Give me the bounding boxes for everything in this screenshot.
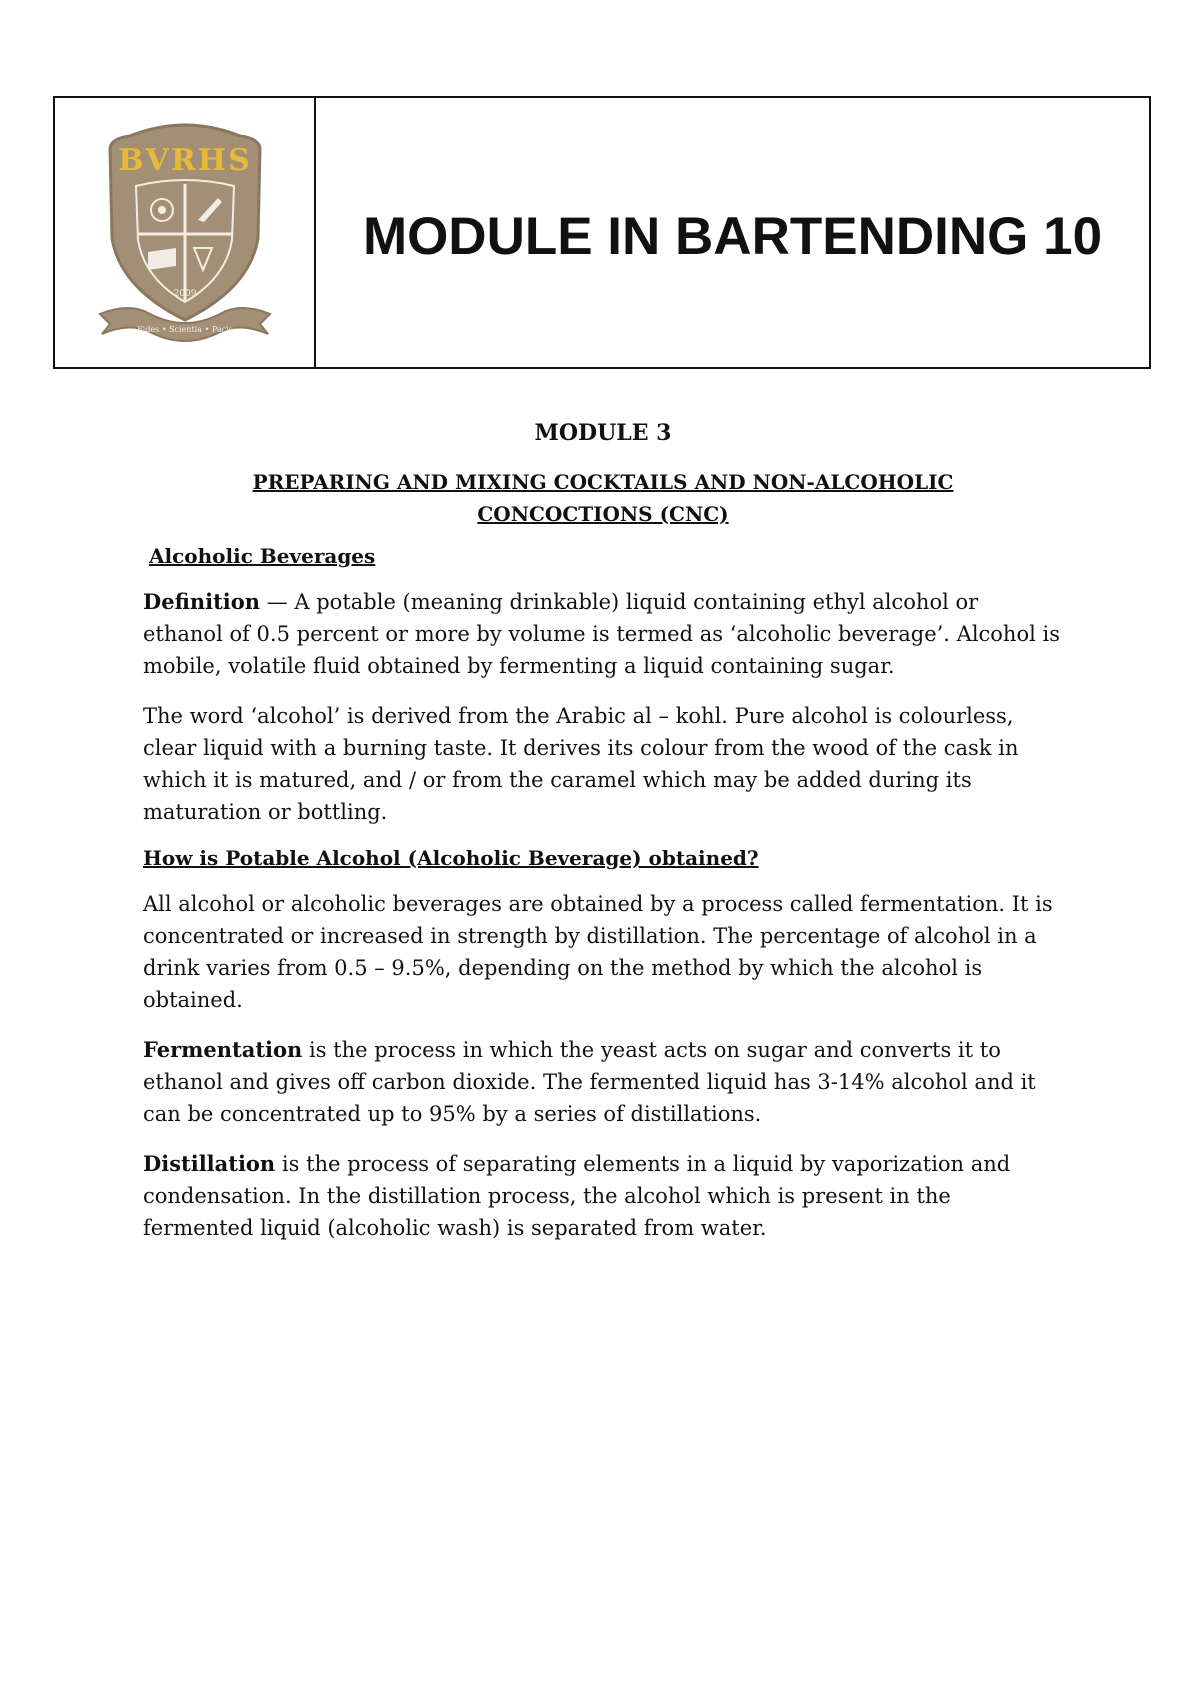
document-title: MODULE IN BARTENDING 10 [362,207,1103,266]
distillation-paragraph [143,1148,1063,1244]
section-heading-how-obtained: How is Potable Alcohol (Alcoholic Beverage) obtained? [143,846,759,870]
module-subtitle-line2: CONCOCTIONS (CNC) [477,502,729,526]
svg-text:Fides • Scientia • Pacis: Fides • Scientia • Pacis [136,324,233,334]
fermentation-text: is the process in which the yeast acts on sugar and converts it to ethanol and gives off carbon dioxide. The fermented liquid has 3-14% alcohol and it can be concentrated up to 95% by a series of distillations. [143,1038,1036,1126]
module-number: MODULE 3 [534,420,672,446]
title-cell [316,98,1149,367]
module-subtitle-line1: PREPARING AND MIXING COCKTAILS AND NON-ALCOHOLIC [252,470,954,494]
origin-paragraph: The word ‘alcohol’ is derived from the Arabic al – kohl. Pure alcohol is colourless, clear liquid with a burning taste. It derives its colour from the wood of the cask in which it is matured, and / or from the caramel which may be added during its maturation or bottling. [143,704,1019,824]
school-crest-logo [90,118,280,348]
header-table [53,96,1151,369]
definition-paragraph [143,586,1063,682]
obtained-paragraph: All alcohol or alcoholic beverages are obtained by a process called fermentation. It is concentrated or increased in strength by distillation. The percentage of alcohol in a drink varies from 0.5 – 9.5%, depending on the method by which the alcohol is obtained. [143,892,1053,1012]
fermentation-paragraph [143,1034,1063,1130]
svg-text:2009: 2009 [173,288,196,299]
distillation-text: is the process of separating elements in a liquid by vaporization and condensation. In the distillation process, the alcohol which is present in the fermented liquid (alcoholic wash) is separated from water. [143,1152,1011,1240]
definition-term: Definition [143,589,261,614]
fermentation-term: Fermentation [143,1037,303,1062]
section-heading-alcoholic-beverages: Alcoholic Beverages [149,544,376,568]
distillation-term: Distillation [143,1151,276,1176]
module-subtitle [143,466,1063,530]
module-content [143,420,1063,1262]
definition-text: — A potable (meaning drinkable) liquid containing ethyl alcohol or ethanol of 0.5 percent or more by volume is termed as ‘alcoholic beverage’. Alcohol is mobile, volatile fluid obtained by fermenting a liquid containing sugar. [143,590,1060,678]
logo-cell [55,98,316,367]
svg-text:BVRHS: BVRHS [117,142,252,178]
